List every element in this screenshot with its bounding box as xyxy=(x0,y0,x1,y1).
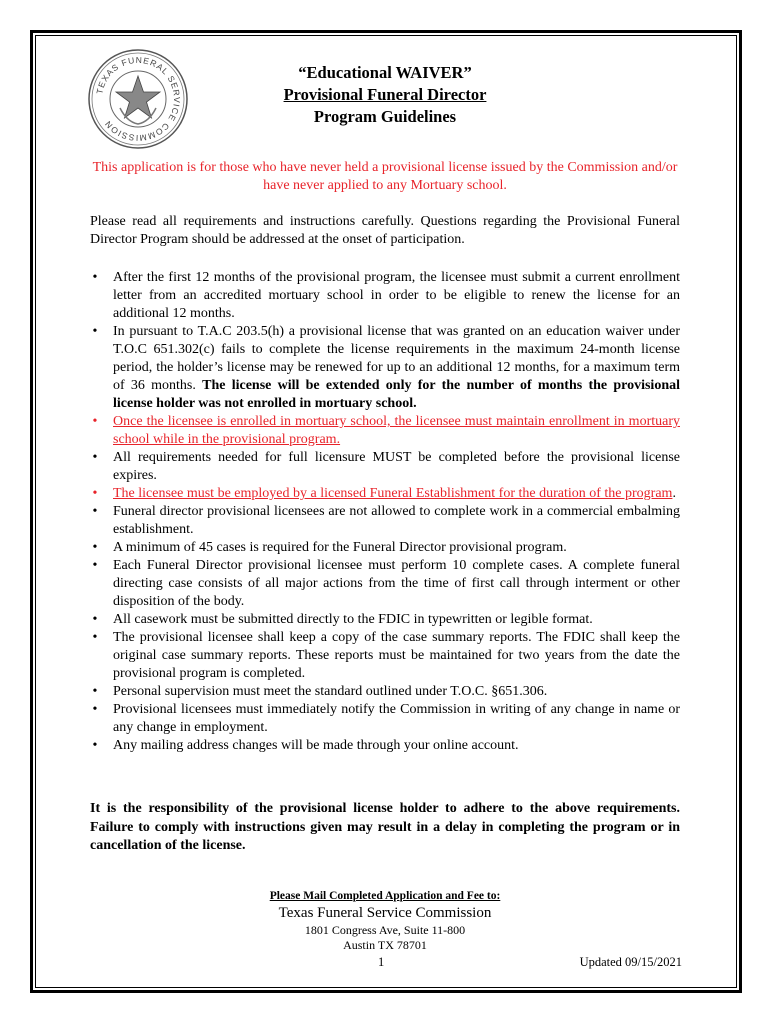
intro-paragraph: Please read all requirements and instructions carefully. Questions regarding the Provisional Funeral Director Program should be addressed at the onset of participation. xyxy=(90,214,680,247)
list-item: • After the first 12 months of the provisional program, the licensee must submit a current enrollment letter from an accredited mortuary school in order to be eligible to renew the license for an additional 12 months. xyxy=(90,269,680,323)
bullet-icon: • xyxy=(92,558,98,573)
list-item: • The licensee must be employed by a licensed Funeral Establishment for the duration of the program. xyxy=(90,485,680,503)
bullet-icon: • xyxy=(92,324,98,339)
eligibility-notice: This application is for those who have never held a provisional license issued by the Commission and/or have never applied to any Mortuary school. xyxy=(92,160,678,193)
bullet-icon: • xyxy=(92,612,98,627)
list-item: • All requirements needed for full licensure MUST be completed before the provisional license expires. xyxy=(90,449,680,485)
list-item: • In pursuant to T.A.C 203.5(h) a provisional license that was granted on an education waiver under T.O.C 651.302(c) fails to complete the license requirements in the maximum 24-month license period, the holder’s license may be renewed for up to an additional 12 months, for a maximum term of 36 months. The license will be extended only for the number of months the provisional license holder was not enrolled in mortuary school. xyxy=(90,323,680,413)
requirements-list xyxy=(90,269,680,755)
document-title xyxy=(190,62,580,128)
bullet-icon: • xyxy=(92,702,98,717)
list-item: • Once the licensee is enrolled in mortuary school, the licensee must maintain enrollment in mortuary school while in the provisional program. xyxy=(90,413,680,449)
list-item: • Provisional licensees must immediately notify the Commission in writing of any change in name or any change in employment. xyxy=(90,701,680,737)
list-item: • The provisional licensee shall keep a copy of the case summary reports. The FDIC shall keep the original case summary reports. These reports must be maintained for two years from the date the provisional program is completed. xyxy=(90,629,680,683)
list-item: • A minimum of 45 cases is required for the Funeral Director provisional program. xyxy=(90,539,680,557)
bullet-icon: • xyxy=(92,486,98,501)
bullet-icon: • xyxy=(92,414,98,429)
extension-rule-bold: The license will be extended only for the number of months the provisional license holder was not enrolled in mortuary school. xyxy=(113,378,681,411)
bullet-icon: • xyxy=(92,540,98,555)
title-line-program: Provisional Funeral Director xyxy=(283,85,487,104)
bullet-icon: • xyxy=(92,270,98,285)
title-line-waiver: “Educational WAIVER” xyxy=(298,63,472,82)
updated-date: Updated 09/15/2021 xyxy=(579,955,682,969)
bullet-icon: • xyxy=(92,504,98,519)
bullet-icon: • xyxy=(92,738,98,753)
responsibility-statement: It is the responsibility of the provisional license holder to adhere to the above requirements. Failure to comply with instructions given may result in a delay in completing the program or in cancellation of the license. xyxy=(90,801,680,853)
address-line-2: Austin TX 78701 xyxy=(343,938,427,952)
organization-name: Texas Funeral Service Commission xyxy=(278,905,492,921)
address-line-1: 1801 Congress Ave, Suite 11-800 xyxy=(304,923,466,937)
page-number: 1 xyxy=(378,955,385,969)
list-item: • Any mailing address changes will be made through your online account. xyxy=(90,737,680,755)
mail-heading: Please Mail Completed Application and Fee to: xyxy=(269,890,501,902)
list-item: • Each Funeral Director provisional licensee must perform 10 complete cases. A complete funeral directing case consists of all major actions from the time of first call through interment or other disposition of the body. xyxy=(90,557,680,611)
title-line-guidelines: Program Guidelines xyxy=(313,107,457,126)
list-item: • All casework must be submitted directly to the FDIC in typewritten or legible format. xyxy=(90,611,680,629)
commission-seal-logo xyxy=(87,48,189,150)
mailing-instructions xyxy=(190,888,580,953)
bullet-icon: • xyxy=(92,630,98,645)
bullet-icon: • xyxy=(92,684,98,699)
bullet-icon: • xyxy=(92,450,98,465)
seal-text: TEXAS FUNERAL SERVICE COMMISSION xyxy=(94,54,183,144)
list-item: • Funeral director provisional licensees are not allowed to complete work in a commercial embalming establishment. xyxy=(90,503,680,539)
list-item: • Personal supervision must meet the standard outlined under T.O.C. §651.306. xyxy=(90,683,680,701)
